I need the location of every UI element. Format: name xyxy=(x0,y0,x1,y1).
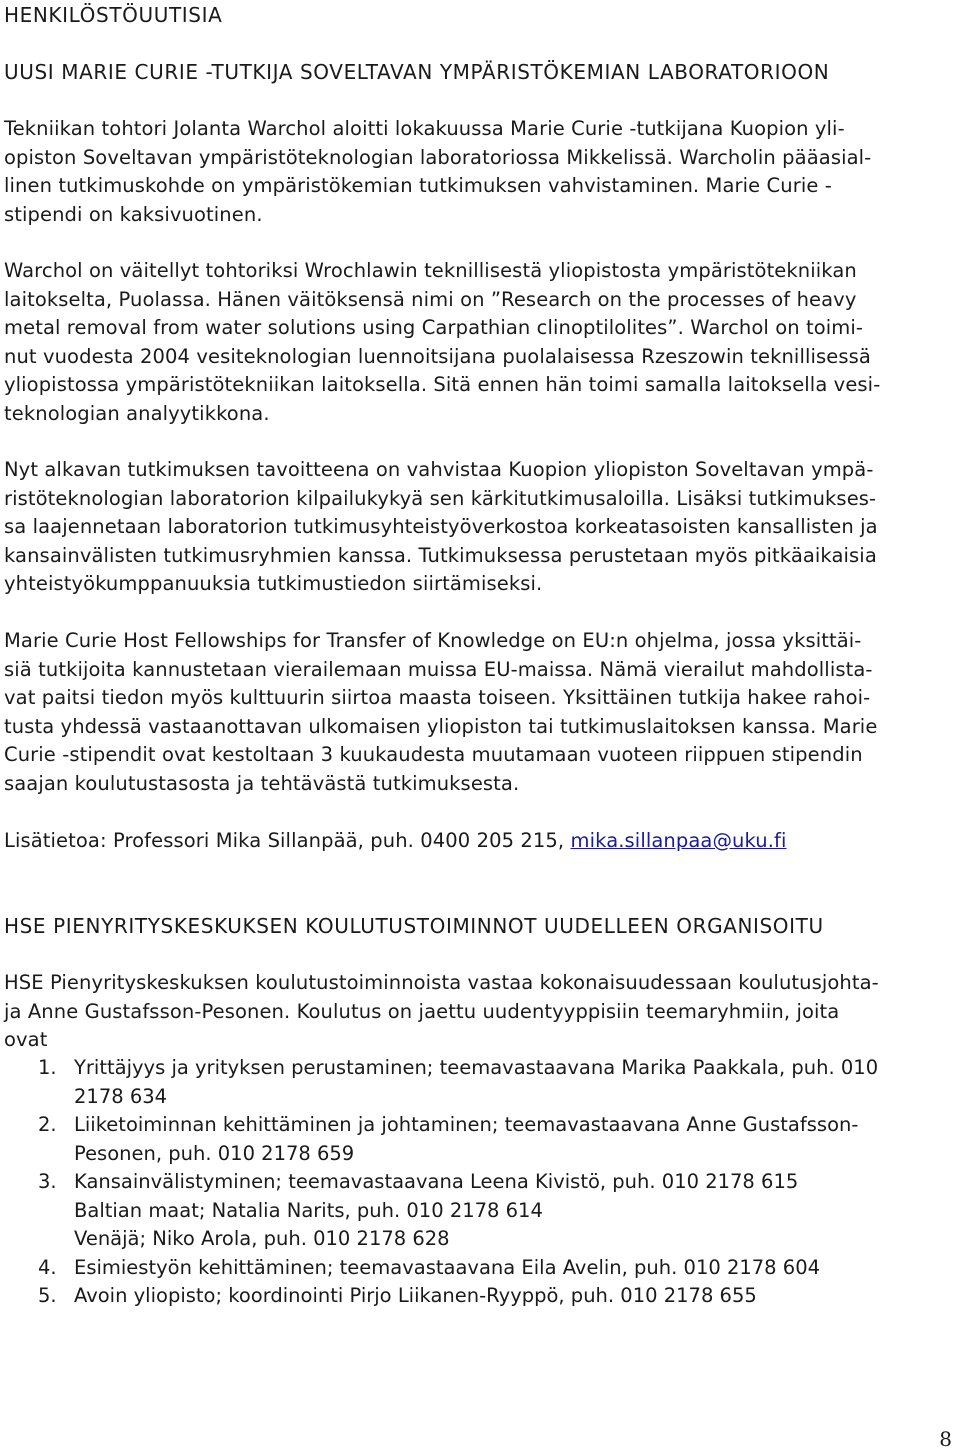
text-line: HSE Pienyrityskeskuksen koulutustoiminnoista vastaa kokonaisuudessaan koulutusjohta- xyxy=(4,971,879,994)
text-line: ja Anne Gustafsson-Pesonen. Koulutus on jaettu uudentyyppisiin teemaryhmiin, joita xyxy=(4,999,840,1023)
list-text-line: 2178 634 xyxy=(74,1084,168,1108)
text-line: metal removal from water solutions using Carpathian clinoptilolites”. Warchol on toimi- xyxy=(4,316,864,339)
contact-line xyxy=(4,827,787,856)
contact-text: Lisätietoa: Professori Mika Sillanpää, puh. 0400 205 215, xyxy=(4,829,571,852)
list-number: 4. xyxy=(38,1255,57,1279)
text-line: linen tutkimuskohde on ympäristökemian tutkimuksen vahvistaminen. Marie Curie - xyxy=(4,174,832,197)
list-text-line: Venäjä; Niko Arola, puh. 010 2178 628 xyxy=(74,1227,450,1250)
text-line: saajan koulutustasosta ja tehtävästä tutkimuksesta. xyxy=(4,771,520,795)
text-line: siä tutkijoita kannustetaan vierailemaan muissa EU-maissa. Nämä vierailut mahdollista- xyxy=(4,657,873,681)
list-text-line: Yrittäjyys ja yrityksen perustaminen; teemavastaavana Marika Paakkala, puh. 010 xyxy=(74,1056,879,1079)
text-line: laitokselta, Puolassa. Hänen väitöksensä nimi on ”Research on the processes of heavy xyxy=(4,287,857,311)
list-number: 2. xyxy=(38,1113,57,1136)
text-line: yhteistyökumppanuuksia tutkimustiedon siirtämiseksi. xyxy=(4,572,543,595)
text-line: opiston Soveltavan ympäristöteknologian laboratoriossa Mikkelissä. Warcholin pääasial- xyxy=(4,145,872,169)
contact-email-link[interactable]: mika.sillanpaa@uku.fi xyxy=(570,829,787,852)
text-line: Tekniikan tohtori Jolanta Warchol aloitti lokakuussa Marie Curie -tutkijana Kuopion yli- xyxy=(4,117,845,140)
text-line: yliopistossa ympäristötekniikan laitoksella. Sitä ennen hän toimi samalla laitoksella vesi- xyxy=(4,373,881,396)
text-line: ristöteknologian laboratorion kilpailukykyä sen kärkitutkimusaloilla. Lisäksi tutkimukses- xyxy=(4,486,877,510)
text-line: ovat xyxy=(4,1028,48,1051)
list-number: 3. xyxy=(38,1170,57,1193)
list-text-line: Avoin yliopisto; koordinointi Pirjo Liikanen-Ryyppö, puh. 010 2178 655 xyxy=(74,1284,757,1307)
text-line: teknologian analyytikkona. xyxy=(4,401,270,425)
list-text-line: Baltian maat; Natalia Narits, puh. 010 2178 614 xyxy=(74,1198,543,1222)
section-title: HENKILÖSTÖUUTISIA xyxy=(4,3,223,27)
list-text-line: Esimiestyön kehittäminen; teemavastaavana Eila Avelin, puh. 010 2178 604 xyxy=(74,1255,821,1279)
article1-headline: UUSI MARIE CURIE -TUTKIJA SOVELTAVAN YMPÄRISTÖKEMIAN LABORATORIOON xyxy=(4,60,830,84)
text-line: Curie -stipendit ovat kestoltaan 3 kuukaudesta muutamaan vuoteen riippuen stipendin xyxy=(4,743,863,766)
page-number: 8 xyxy=(939,1427,952,1451)
text-line: Marie Curie Host Fellowships for Transfer of Knowledge on EU:n ohjelma, jossa yksittäi- xyxy=(4,629,862,652)
list-text-line: Pesonen, puh. 010 2178 659 xyxy=(74,1141,355,1165)
text-line: nut vuodesta 2004 vesiteknologian luennoitsijana puolalaisessa Rzeszowin teknillisessä xyxy=(4,344,871,368)
list-text-line: Liiketoiminnan kehittäminen ja johtaminen; teemavastaavana Anne Gustafsson- xyxy=(74,1113,859,1136)
text-line: kansainvälisten tutkimusryhmien kanssa. Tutkimuksessa perustetaan myös pitkäaikaisia xyxy=(4,543,877,567)
text-line: tusta yhdessä vastaanottavan ulkomaisen yliopiston tai tutkimuslaitoksen kanssa. Marie xyxy=(4,714,878,738)
list-text-line: Kansainvälistyminen; teemavastaavana Leena Kivistö, puh. 010 2178 615 xyxy=(74,1170,799,1193)
list-number: 1. xyxy=(38,1056,57,1079)
article2-headline: HSE PIENYRITYSKESKUKSEN KOULUTUSTOIMINNOT UUDELLEEN ORGANISOITU xyxy=(4,914,824,938)
text-line: stipendi on kaksivuotinen. xyxy=(4,202,263,226)
text-line: vat paitsi tiedon myös kulttuurin siirtoa maasta toiseen. Yksittäinen tutkija hakee rahoi- xyxy=(4,686,871,709)
text-line: Warchol on väitellyt tohtoriksi Wrochlawin teknillisestä yliopistosta ympäristötekniikan xyxy=(4,259,857,282)
list-number: 5. xyxy=(38,1284,57,1307)
text-line: sa laajennetaan laboratorion tutkimusyhteistyöverkostoa korkeatasoisten kansallisten ja xyxy=(4,515,878,538)
text-line: Nyt alkavan tutkimuksen tavoitteena on vahvistaa Kuopion yliopiston Soveltavan ympä- xyxy=(4,458,874,481)
